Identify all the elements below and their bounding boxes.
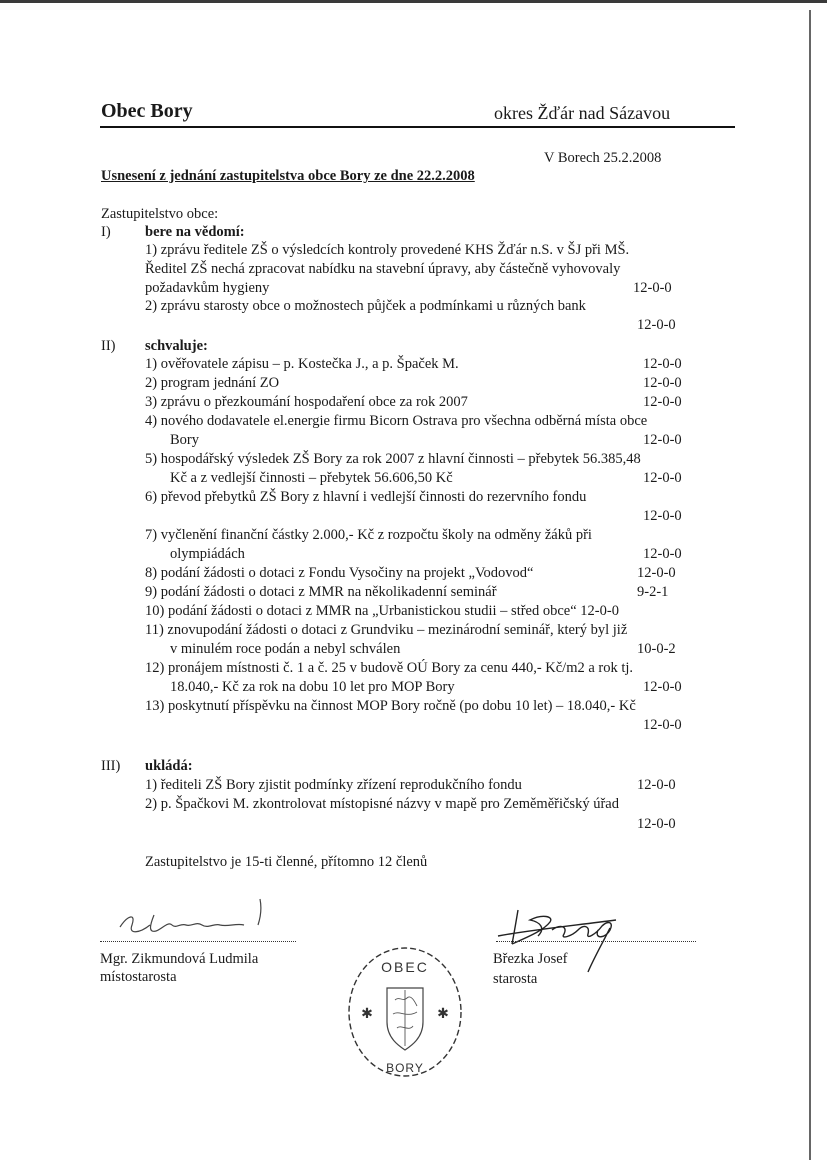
section-numeral: II) (101, 338, 116, 354)
vote-result: 12-0-0 (643, 432, 682, 448)
vice-mayor-role: místostarosta (100, 969, 177, 985)
stamp-bottom-text: BORY (386, 1061, 424, 1075)
header-rule (100, 126, 735, 128)
vote-result: 12-0-0 (643, 546, 682, 562)
scan-edge-right (809, 10, 811, 1160)
municipality-title: Obec Bory (101, 100, 193, 122)
vote-result: 9-2-1 (637, 584, 669, 600)
resolution-line: 10) podání žádosti o dotaci z MMR na „Urbanistickou studii – střed obce“ 12-0-0 (145, 603, 619, 619)
section-numeral: I) (101, 224, 111, 240)
section-heading: schvaluje: (145, 338, 208, 354)
vote-result: 12-0-0 (637, 777, 676, 793)
resolution-line: 1) řediteli ZŠ Bory zjistit podmínky zřízení reprodukčního fondu (145, 777, 522, 793)
vote-result: 12-0-0 (643, 717, 682, 733)
stamp-top-text: OBEC (381, 959, 429, 975)
resolution-line: 11) znovupodání žádosti o dotaci z Grundviku – mezinárodní seminář, který byl již (145, 622, 628, 638)
section-numeral: III) (101, 758, 121, 774)
vote-result: 12-0-0 (643, 394, 682, 410)
star-icon: ✱ (437, 1007, 449, 1022)
board-label: Zastupitelstvo obce: (101, 206, 219, 222)
vote-result: 12-0-0 (637, 565, 676, 581)
section-heading: ukládá: (145, 758, 193, 774)
signature-line-left (100, 941, 296, 942)
vote-result: 12-0-0 (643, 470, 682, 486)
vice-mayor-name: Mgr. Zikmundová Ludmila (100, 951, 259, 967)
scan-edge-top (0, 0, 827, 3)
vote-result: 12-0-0 (637, 317, 676, 333)
resolution-line: 9) podání žádosti o dotaci z MMR na několikadenní seminář (145, 584, 497, 600)
section-heading: bere na vědomí: (145, 224, 245, 240)
attendance-note: Zastupitelstvo je 15-ti členné, přítomno 12 členů (145, 854, 428, 870)
resolution-line: olympiádách (170, 546, 245, 562)
resolution-title: Usnesení z jednání zastupitelstva obce Bory ze dne 22.2.2008 (101, 168, 475, 184)
mayor-role: starosta (493, 971, 538, 987)
district-label: okres Žďár nad Sázavou (494, 103, 671, 123)
signature-line-right (496, 941, 696, 942)
resolution-line: požadavkům hygieny (145, 280, 270, 296)
vote-result: 12-0-0 (633, 280, 672, 296)
resolution-line: Kč a z vedlejší činnosti – přebytek 56.606,50 Kč (170, 470, 453, 486)
resolution-line: 4) nového dodavatele el.energie firmu Bicorn Ostrava pro všechna odběrná místa obce (145, 413, 648, 429)
resolution-line: Ředitel ZŠ nechá zpracovat nabídku na stavební úpravy, aby částečně vyhovovaly (145, 261, 621, 277)
resolution-line: 12) pronájem místnosti č. 1 a č. 25 v budově OÚ Bory za cenu 440,- Kč/m2 a rok tj. (145, 660, 634, 676)
official-stamp (345, 940, 465, 1080)
resolution-line: 3) zprávu o přezkoumání hospodaření obce za rok 2007 (145, 394, 468, 410)
place-date: V Borech 25.2.2008 (544, 150, 662, 166)
resolution-line: 2) zprávu starosty obce o možnostech půjček a podmínkami u různých bank (145, 298, 586, 314)
vote-result: 12-0-0 (637, 816, 676, 832)
resolution-line: 13) poskytnutí příspěvku na činnost MOP Bory ročně (po dobu 10 let) – 18.040,- Kč (145, 698, 636, 714)
mayor-signature (490, 900, 640, 980)
resolution-line: 1) ověřovatele zápisu – p. Kostečka J., a p. Špaček M. (145, 356, 459, 372)
star-icon: ✱ (361, 1007, 373, 1022)
resolution-line: v minulém roce podán a nebyl schválen (170, 641, 401, 657)
resolution-line: 8) podání žádosti o dotaci z Fondu Vysočiny na projekt „Vodovod“ (145, 565, 534, 581)
vice-mayor-signature (110, 895, 290, 943)
vote-result: 12-0-0 (643, 508, 682, 524)
resolution-line: 6) převod přebytků ZŠ Bory z hlavní i vedlejší činnosti do rezervního fondu (145, 489, 587, 505)
resolution-line: 2) p. Špačkovi M. zkontrolovat místopisné názvy v mapě pro Zeměměřičský úřad (145, 796, 619, 812)
vote-result: 12-0-0 (643, 356, 682, 372)
resolution-line: 2) program jednání ZO (145, 375, 280, 391)
resolution-line: 1) zprávu ředitele ZŠ o výsledcích kontroly provedené KHS Žďár n.S. v ŠJ při MŠ. (145, 242, 630, 258)
coat-of-arms-icon (387, 988, 423, 1050)
resolution-line: 5) hospodářský výsledek ZŠ Bory za rok 2007 z hlavní činnosti – přebytek 56.385,48 (145, 451, 641, 467)
mayor-name: Březka Josef (493, 951, 568, 967)
resolution-line: Bory (170, 432, 199, 448)
resolution-line: 7) vyčlenění finanční částky 2.000,- Kč z rozpočtu školy na odměny žáků při (145, 527, 592, 543)
vote-result: 12-0-0 (643, 679, 682, 695)
resolution-line: 18.040,- Kč za rok na dobu 10 let pro MOP Bory (170, 679, 455, 695)
vote-result: 10-0-2 (637, 641, 676, 657)
vote-result: 12-0-0 (643, 375, 682, 391)
